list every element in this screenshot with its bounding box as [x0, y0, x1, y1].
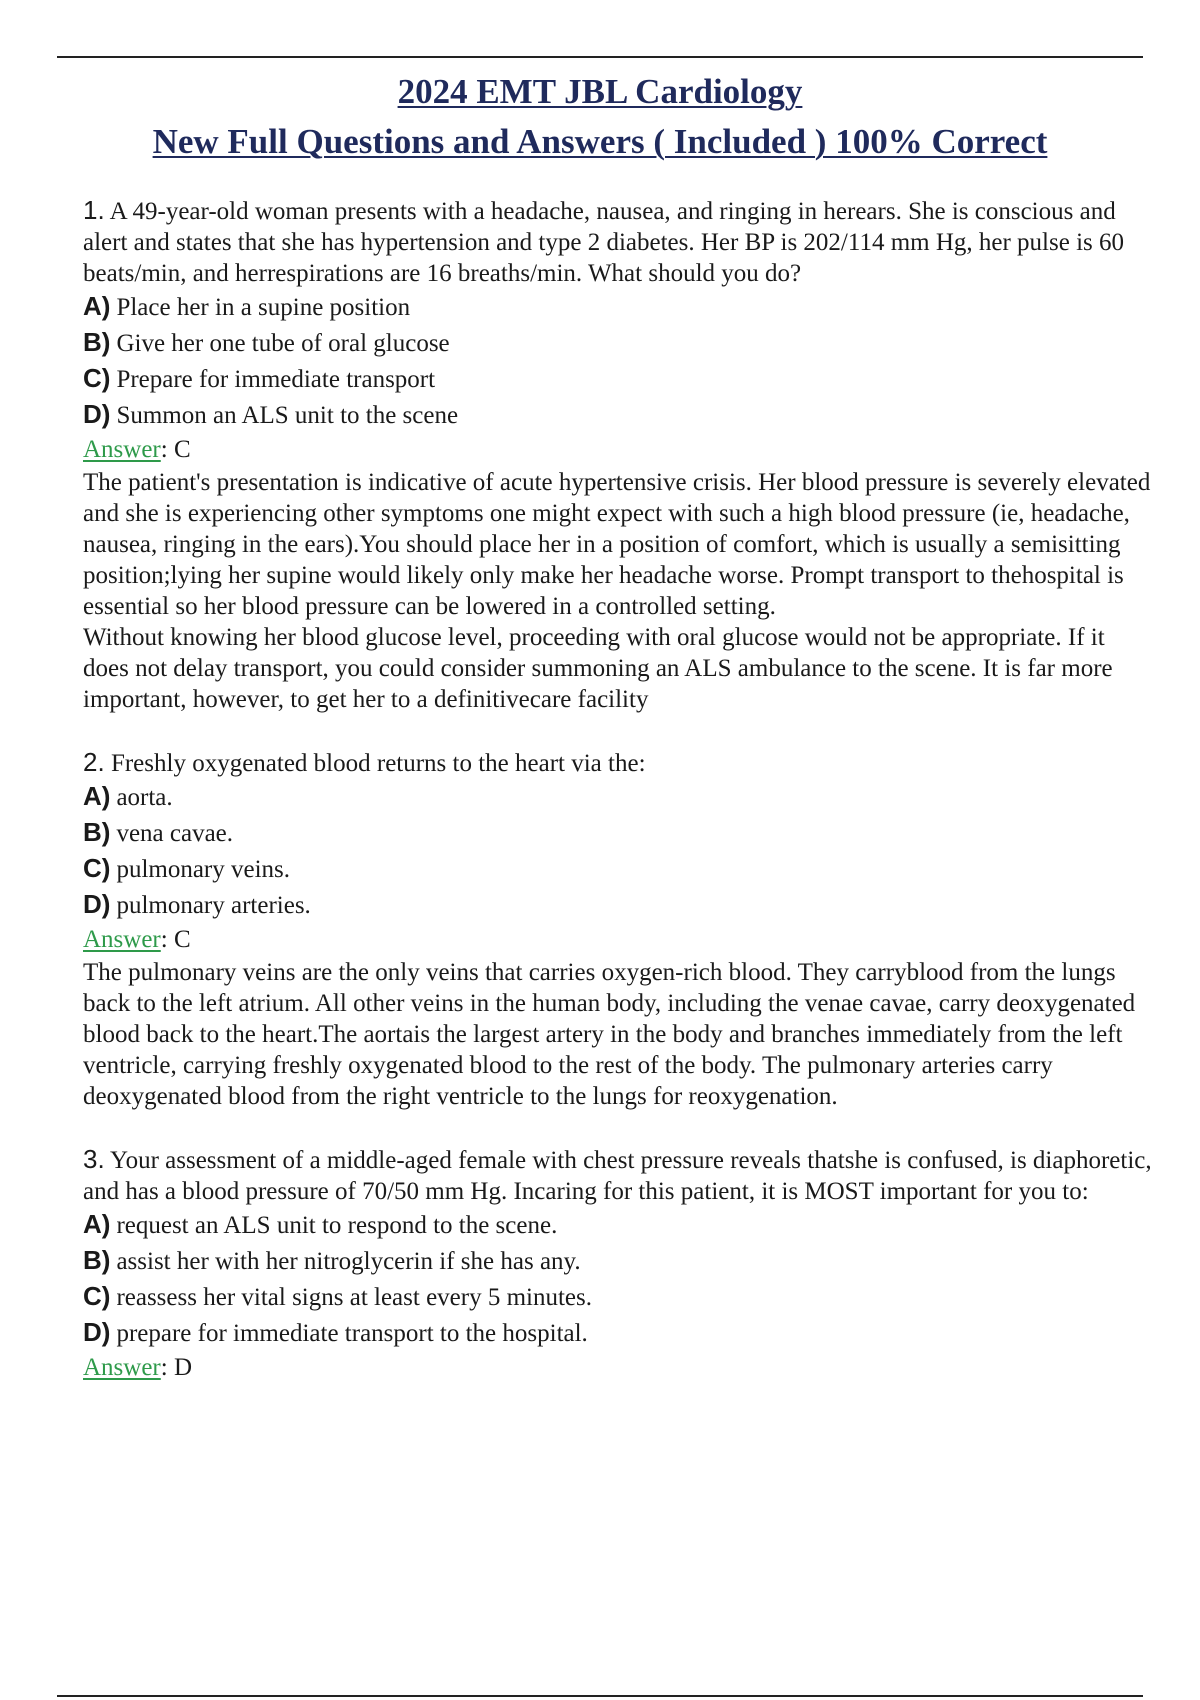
question-number: 2.: [83, 747, 105, 777]
answer-line: [83, 433, 1153, 467]
option-c: [83, 1279, 1153, 1315]
question-stem: [83, 1144, 1153, 1207]
explanation-paragraph: Without knowing her blood glucose level, proceeding with oral glucose would not be appropriate. If it does not delay transport, you could consider summoning an ALS ambulance to the scene. It is far more important, however, to get her to a definitivecare facility: [83, 624, 1113, 713]
option-letter: D): [83, 399, 111, 429]
option-letter: D): [83, 889, 111, 919]
answer-value: : C: [160, 436, 191, 463]
answer-label: Answer: [83, 1354, 161, 1381]
answer-label: Answer: [83, 436, 161, 463]
question-list: [83, 195, 1153, 1417]
option-text: pulmonary veins.: [116, 856, 291, 883]
option-b: [83, 1243, 1153, 1279]
document-subtitle: New Full Questions and Answers ( Included ) 100% Correct: [152, 122, 1048, 161]
question-3: [83, 1144, 1153, 1385]
option-text: Place her in a supine position: [116, 294, 411, 321]
question-1: [83, 195, 1153, 715]
question-number: 3.: [83, 1144, 105, 1174]
question-text: A 49-year-old woman presents with a headache, nausea, and ringing in herears. She is conscious and alert and states that she has hypertension and type 2 diabetes. Her BP is 202/114 mm Hg, her pulse is 60 beats/min, and herrespirations are 16 breaths/min. What should you do?: [83, 198, 1125, 287]
top-rule: [57, 56, 1143, 58]
option-a: [83, 1207, 1153, 1243]
option-d: [83, 887, 1153, 923]
option-d: [83, 1315, 1153, 1351]
question-text: Freshly oxygenated blood returns to the heart via the:: [110, 750, 646, 777]
answer-label: Answer: [83, 926, 161, 953]
option-letter: C): [83, 363, 111, 393]
option-text: vena cavae.: [116, 820, 234, 847]
option-text: aorta.: [116, 784, 173, 811]
bottom-rule: [57, 1695, 1143, 1697]
option-text: assist her with her nitroglycerin if she has any.: [116, 1248, 581, 1275]
question-text: Your assessment of a middle-aged female with chest pressure reveals thatshe is confused, is diaphoretic, and has a blood pressure of 70/50 mm Hg. Incaring for this patient, it is MOST important for you to:: [83, 1147, 1152, 1205]
answer-value: : C: [160, 926, 191, 953]
answer-line: [83, 923, 1153, 957]
question-stem: [83, 747, 1153, 779]
document-title: 2024 EMT JBL Cardiology: [397, 72, 803, 111]
answer-line: [83, 1351, 1153, 1385]
option-c: [83, 361, 1153, 397]
option-text: request an ALS unit to respond to the scene.: [116, 1212, 558, 1239]
option-letter: D): [83, 1317, 111, 1347]
option-a: [83, 779, 1153, 815]
explanation-paragraph: The pulmonary veins are the only veins that carries oxygen-rich blood. They carryblood from the lungs back to the left atrium. All other veins in the human body, including the venae cavae, carry deoxygenated blood back to the heart.The aortais the largest artery in the body and branches immediately from the left ventricle, carrying freshly oxygenated blood to the rest of the body. The pulmonary arteries carry deoxygenated blood from the right ventricle to the lungs for reoxygenation.: [83, 959, 1136, 1110]
question-stem: [83, 195, 1153, 289]
option-b: [83, 815, 1153, 851]
option-letter: C): [83, 853, 111, 883]
option-letter: A): [83, 781, 111, 811]
question-2: [83, 747, 1153, 1112]
option-text: prepare for immediate transport to the hospital.: [116, 1320, 588, 1347]
answer-value: : D: [160, 1354, 193, 1381]
option-letter: B): [83, 327, 111, 357]
option-letter: A): [83, 1209, 111, 1239]
option-text: Prepare for immediate transport: [116, 366, 436, 393]
option-letter: B): [83, 1245, 111, 1275]
option-text: Summon an ALS unit to the scene: [116, 402, 459, 429]
option-d: [83, 397, 1153, 433]
option-a: [83, 289, 1153, 325]
option-text: reassess her vital signs at least every 5 minutes.: [116, 1284, 593, 1311]
document-header: [0, 70, 1200, 170]
option-b: [83, 325, 1153, 361]
option-letter: B): [83, 817, 111, 847]
explanation-paragraph: The patient's presentation is indicative of acute hypertensive crisis. Her blood pressure is severely elevated and she is experiencing other symptoms one might expect with such a high blood pressure (ie, headache, nausea, ringing in the ears).You should place her in a position of comfort, which is usually a semisitting position;lying her supine would likely only make her headache worse. Prompt transport to thehospital is essential so her blood pressure can be lowered in a controlled setting.: [83, 469, 1151, 620]
option-letter: A): [83, 291, 111, 321]
option-c: [83, 851, 1153, 887]
option-letter: C): [83, 1281, 111, 1311]
question-number: 1.: [83, 195, 105, 225]
option-text: pulmonary arteries.: [116, 892, 311, 919]
option-text: Give her one tube of oral glucose: [116, 330, 450, 357]
